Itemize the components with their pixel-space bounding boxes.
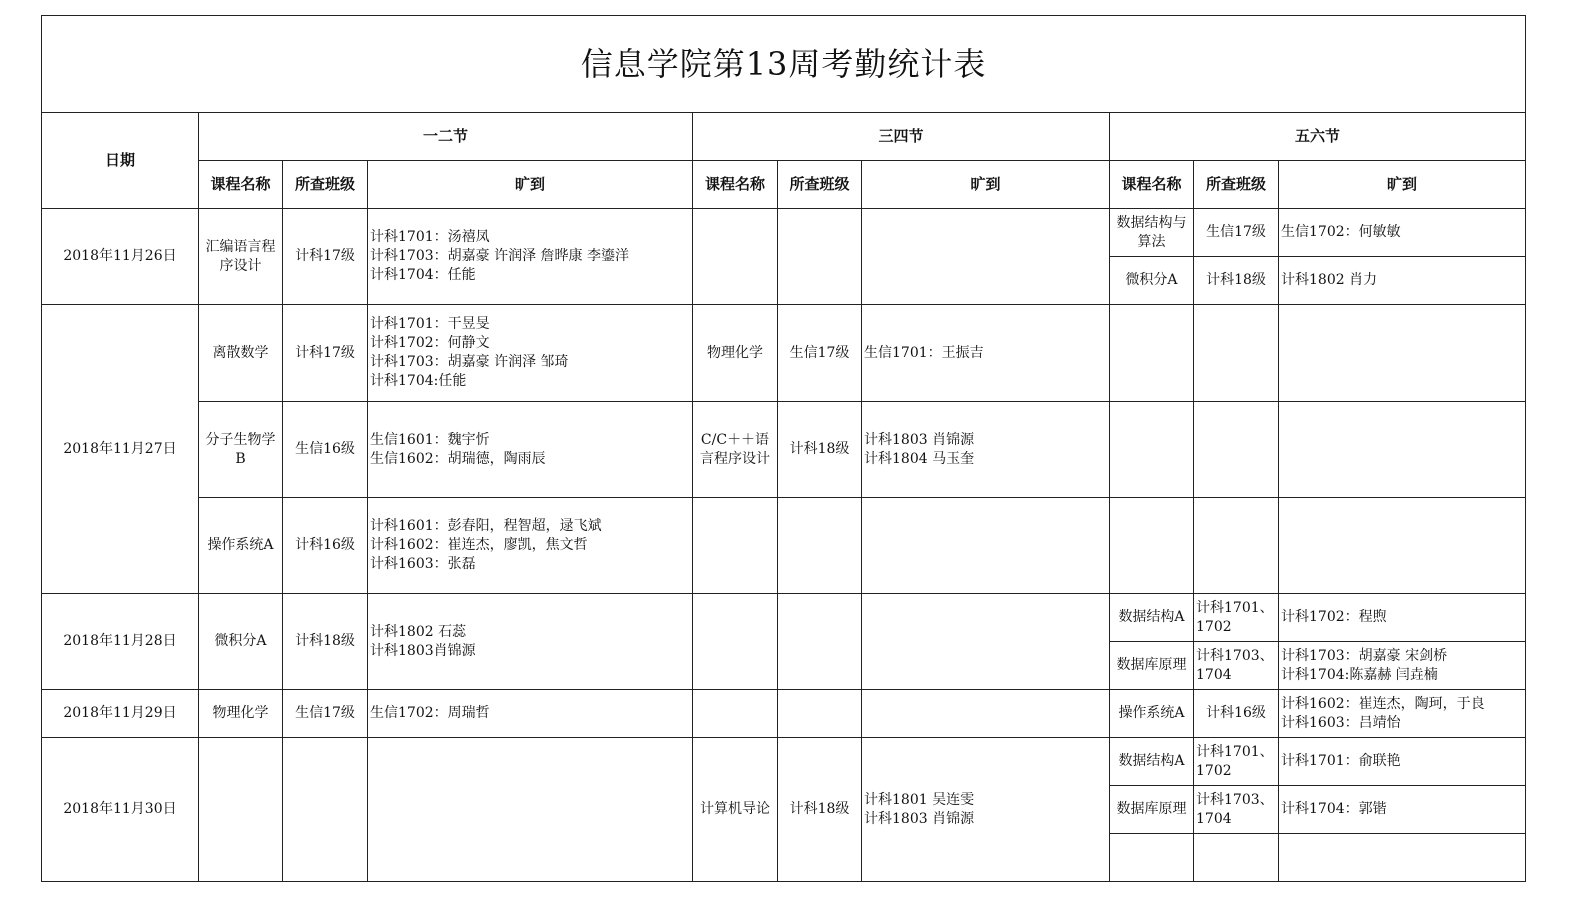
empty-cell xyxy=(1194,498,1279,594)
absent-cell: 计科1803 肖锦源 计科1804 马玉奎 xyxy=(862,402,1110,498)
absent-cell: 计科1701：干昱旻 计科1702：何静文 计科1703：胡嘉豪 许润泽 邹琦 计科1704:任能 xyxy=(368,305,693,402)
course-cell: 物理化学 xyxy=(693,305,778,402)
absent-cell: 生信1701：王振吉 xyxy=(862,305,1110,402)
empty-cell xyxy=(1194,305,1279,402)
absent-cell: 生信1702：周瑞哲 xyxy=(368,690,693,738)
absent-cell: 计科1702：程煦 xyxy=(1279,594,1526,642)
header-class-12: 所查班级 xyxy=(283,161,368,209)
class-cell: 计科17级 xyxy=(283,305,368,402)
table-row xyxy=(42,305,1526,402)
class-cell: 生信17级 xyxy=(283,690,368,738)
empty-cell xyxy=(1279,402,1526,498)
course-cell: 数据结构A xyxy=(1110,738,1194,786)
header-absent-56: 旷到 xyxy=(1279,161,1526,209)
header-class-56: 所查班级 xyxy=(1194,161,1279,209)
course-cell: 数据结构A xyxy=(1110,594,1194,642)
course-cell: 微积分A xyxy=(199,594,283,690)
empty-cell xyxy=(1110,834,1194,882)
absent-cell: 计科1802 石蕊 计科1803肖锦源 xyxy=(368,594,693,690)
page-title: 信息学院第13周考勤统计表 xyxy=(42,16,1526,113)
class-cell: 计科1703、1704 xyxy=(1194,642,1279,690)
empty-cell xyxy=(862,209,1110,305)
class-cell: 计科17级 xyxy=(283,209,368,305)
absent-cell: 生信1702：何敏敏 xyxy=(1279,209,1526,257)
table-row xyxy=(42,738,1526,786)
table-row xyxy=(42,402,1526,498)
empty-cell xyxy=(693,209,778,305)
absent-cell: 计科1601：彭春阳，程智超，逯飞斌 计科1602：崔连杰，廖凯，焦文哲 计科1603：张磊 xyxy=(368,498,693,594)
class-cell: 计科18级 xyxy=(778,738,862,882)
course-cell: 操作系统A xyxy=(1110,690,1194,738)
class-cell: 计科1703、1704 xyxy=(1194,786,1279,834)
class-cell: 计科16级 xyxy=(283,498,368,594)
empty-cell xyxy=(778,498,862,594)
attendance-sheet xyxy=(41,15,1525,885)
empty-cell xyxy=(862,690,1110,738)
header-course-12: 课程名称 xyxy=(199,161,283,209)
date-cell: 2018年11月28日 xyxy=(42,594,199,690)
class-cell: 计科1701、1702 xyxy=(1194,738,1279,786)
absent-cell: 计科1801 吴连雯 计科1803 肖锦源 xyxy=(862,738,1110,882)
empty-cell xyxy=(1194,834,1279,882)
table-row xyxy=(42,690,1526,738)
absent-cell: 计科1802 肖力 xyxy=(1279,257,1526,305)
class-cell: 计科18级 xyxy=(283,594,368,690)
empty-cell xyxy=(693,594,778,690)
table-row xyxy=(42,498,1526,594)
class-cell: 计科1701、1702 xyxy=(1194,594,1279,642)
empty-cell xyxy=(1110,305,1194,402)
class-cell: 生信16级 xyxy=(283,402,368,498)
header-course-56: 课程名称 xyxy=(1110,161,1194,209)
header-period-56: 五六节 xyxy=(1110,113,1526,161)
header-absent-12: 旷到 xyxy=(368,161,693,209)
header-period-12: 一二节 xyxy=(199,113,693,161)
absent-cell: 计科1602：崔连杰，陶珂，于良 计科1603：吕靖怡 xyxy=(1279,690,1526,738)
empty-cell xyxy=(283,738,368,882)
class-cell: 计科18级 xyxy=(1194,257,1279,305)
empty-cell xyxy=(1110,498,1194,594)
empty-cell xyxy=(693,690,778,738)
date-cell: 2018年11月30日 xyxy=(42,738,199,882)
absent-cell: 计科1701：汤禧凤 计科1703：胡嘉豪 许润泽 詹晔康 李鎏洋 计科1704：任能 xyxy=(368,209,693,305)
course-cell: 数据库原理 xyxy=(1110,786,1194,834)
empty-cell xyxy=(199,738,283,882)
header-course-34: 课程名称 xyxy=(693,161,778,209)
absent-cell: 计科1701：俞联艳 xyxy=(1279,738,1526,786)
empty-cell xyxy=(1279,498,1526,594)
table-row xyxy=(42,209,1526,257)
table-row xyxy=(42,594,1526,642)
course-cell: 数据结构与算法 xyxy=(1110,209,1194,257)
empty-cell xyxy=(1279,305,1526,402)
course-cell: 操作系统A xyxy=(199,498,283,594)
class-cell: 计科18级 xyxy=(778,402,862,498)
header-absent-34: 旷到 xyxy=(862,161,1110,209)
course-cell: 数据库原理 xyxy=(1110,642,1194,690)
empty-cell xyxy=(1110,402,1194,498)
course-cell: 物理化学 xyxy=(199,690,283,738)
attendance-table xyxy=(41,15,1526,882)
empty-cell xyxy=(1194,402,1279,498)
course-cell: 计算机导论 xyxy=(693,738,778,882)
class-cell: 计科16级 xyxy=(1194,690,1279,738)
empty-cell xyxy=(693,498,778,594)
course-cell: C/C＋＋语言程序设计 xyxy=(693,402,778,498)
course-cell: 离散数学 xyxy=(199,305,283,402)
date-cell: 2018年11月29日 xyxy=(42,690,199,738)
header-period-34: 三四节 xyxy=(693,113,1110,161)
course-cell: 分子生物学B xyxy=(199,402,283,498)
empty-cell xyxy=(862,498,1110,594)
absent-cell: 计科1704：郭锴 xyxy=(1279,786,1526,834)
empty-cell xyxy=(778,594,862,690)
absent-cell: 生信1601：魏宇忻 生信1602：胡瑞德，陶雨辰 xyxy=(368,402,693,498)
date-cell: 2018年11月26日 xyxy=(42,209,199,305)
course-cell: 汇编语言程序设计 xyxy=(199,209,283,305)
empty-cell xyxy=(368,738,693,882)
class-cell: 生信17级 xyxy=(778,305,862,402)
header-class-34: 所查班级 xyxy=(778,161,862,209)
empty-cell xyxy=(862,594,1110,690)
empty-cell xyxy=(778,690,862,738)
header-date: 日期 xyxy=(42,113,199,209)
date-cell: 2018年11月27日 xyxy=(42,305,199,594)
empty-cell xyxy=(1279,834,1526,882)
course-cell: 微积分A xyxy=(1110,257,1194,305)
class-cell: 生信17级 xyxy=(1194,209,1279,257)
empty-cell xyxy=(778,209,862,305)
absent-cell: 计科1703：胡嘉豪 宋剑桥 计科1704:陈嘉赫 闫垚楠 xyxy=(1279,642,1526,690)
